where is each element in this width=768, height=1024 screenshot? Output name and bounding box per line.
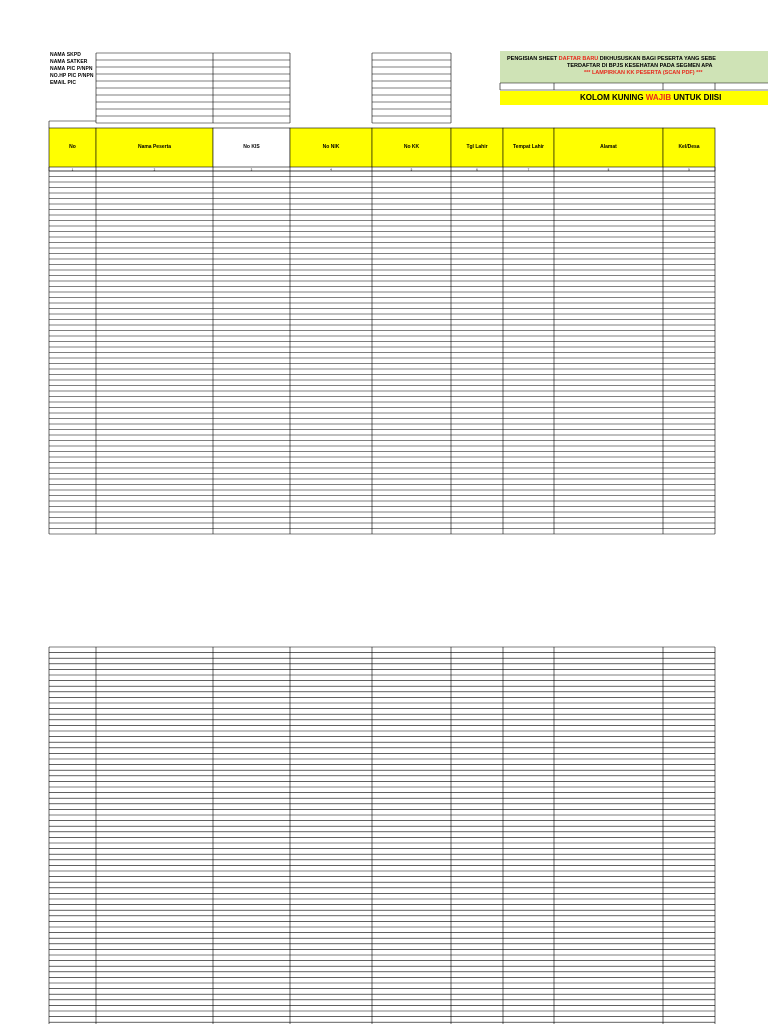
mandatory-notice-wajib: WAJIB (645, 93, 672, 102)
column-number: 7 (527, 167, 530, 172)
column-number: 1 (71, 167, 74, 172)
column-header: No (69, 144, 76, 150)
label-nama-satker: NAMA SATKER (50, 59, 88, 65)
column-number: 9 (688, 167, 690, 172)
column-header: No KIS (243, 144, 260, 150)
label-email-pic: EMAIL PIC (50, 80, 77, 86)
column-header: Tgl Lahir (466, 144, 488, 150)
column-number: 4 (330, 167, 332, 172)
column-header: Nama Peserta (137, 144, 172, 150)
notice-line-3: *** LAMPIRKAN KK PESERTA (SCAN PDF) *** (584, 70, 703, 76)
column-header: Tempat Lahir (512, 144, 545, 150)
mandatory-notice-b: UNTUK DIISI (671, 93, 722, 102)
column-header: Kel/Desa (678, 144, 700, 150)
column-number: 2 (153, 167, 156, 172)
column-number: 3 (250, 167, 253, 172)
notice-line-2: TERDAFTAR DI BPJS KESEHATAN PADA SEGMEN APA (567, 63, 713, 69)
column-number: 5 (410, 167, 413, 172)
column-number: 8 (607, 167, 610, 172)
notice-line-1-b: DIKHUSUSKAN BAGI PESERTA YANG SEBE (598, 56, 716, 62)
column-header: No KK (403, 144, 420, 150)
column-header: No NIK (322, 144, 340, 150)
column-number: 6 (476, 167, 478, 172)
label-nohp-pic: NO.HP PIC P/NPN (50, 73, 94, 79)
mandatory-notice-a: KOLOM KUNING (580, 93, 646, 102)
notice-line-1-a: PENGISIAN SHEET (507, 56, 559, 62)
label-nama-skpd: NAMA SKPD (50, 52, 81, 58)
column-header: Alamat (600, 144, 617, 150)
label-nama-pic: NAMA PIC P/NPN (50, 66, 93, 72)
notice-daftar-baru: DAFTAR BARU (558, 56, 599, 62)
